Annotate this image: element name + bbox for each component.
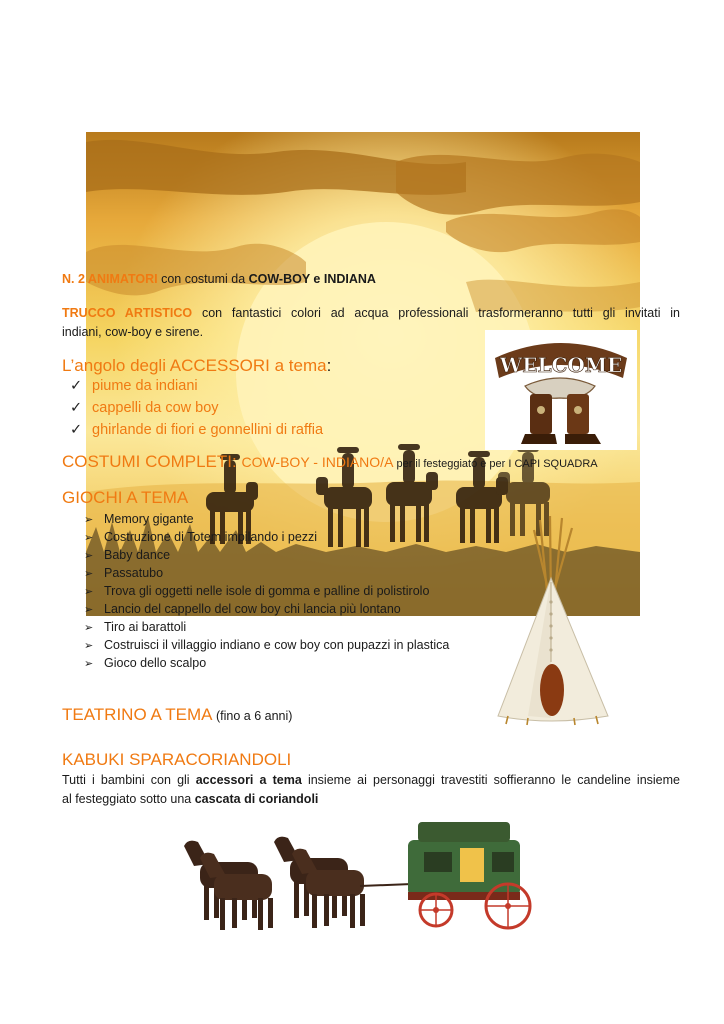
trucco-label: TRUCCO ARTISTICO	[62, 306, 193, 320]
list-item: ➢ Costruzione di Totem impilando i pezzi	[84, 528, 449, 546]
arrow-bullet-icon: ➢	[84, 550, 94, 562]
list-item: ➢ Tiro ai barattoli	[84, 618, 449, 636]
list-item: ➢ Memory gigante	[84, 510, 449, 528]
giochi-list	[84, 510, 449, 672]
costumi-sub: COW-BOY - INDIANO/A	[241, 454, 394, 470]
animatori-text: con costumi da	[157, 272, 249, 286]
arrow-bullet-icon: ➢	[84, 604, 94, 616]
arrow-bullet-icon: ➢	[84, 514, 94, 526]
teatrino-note: (fino a 6 anni)	[212, 709, 293, 723]
list-item: ✓ cappelli da cow boy	[70, 397, 323, 419]
list-item: ➢ Lancio del cappello del cow boy chi lancia più lontano	[84, 600, 449, 618]
list-item: ➢ Gioco dello scalpo	[84, 654, 449, 672]
accessori-list	[70, 375, 323, 441]
costumi-line	[62, 452, 598, 472]
arrow-bullet-icon: ➢	[84, 532, 94, 544]
arrow-bullet-icon: ➢	[84, 658, 94, 670]
teepee-image	[488, 512, 618, 728]
check-icon: ✓	[70, 400, 83, 416]
list-item: ✓ piume da indiani	[70, 375, 323, 397]
check-icon: ✓	[70, 422, 83, 438]
arrow-bullet-icon: ➢	[84, 640, 94, 652]
kabuki-heading: KABUKI SPARACORIANDOLI	[62, 750, 292, 769]
arrow-bullet-icon: ➢	[84, 568, 94, 580]
welcome-text: WELCOME	[499, 353, 623, 377]
accessori-title: L’angolo degli ACCESSORI a tema	[62, 356, 327, 375]
list-item: ➢ Passatubo	[84, 564, 449, 582]
arrow-bullet-icon: ➢	[84, 622, 94, 634]
list-item: ✓ ghirlande di fiori e gonnellini di raffia	[70, 419, 323, 441]
welcome-boots-image	[485, 330, 637, 450]
trucco-line2: indiani, cow-boy e sirene.	[62, 325, 204, 339]
costumi-label: COSTUMI COMPLETI:	[62, 452, 242, 471]
animatori-label: N. 2 ANIMATORI	[62, 272, 158, 286]
trucco-paragraph	[62, 304, 680, 342]
teatrino-heading: TEATRINO A TEMA	[62, 705, 213, 724]
animatori-line	[62, 272, 376, 286]
costumi-text: per il festeggiato e per I CAPI SQUADRA	[393, 458, 598, 470]
animatori-bold: COW-BOY e INDIANA	[248, 272, 376, 286]
arrow-bullet-icon: ➢	[84, 586, 94, 598]
giochi-heading: GIOCHI A TEMA	[62, 488, 189, 507]
list-item: ➢ Costruisci il villaggio indiano e cow boy con pupazzi in plastica	[84, 636, 449, 654]
stagecoach-horses-image	[180, 812, 552, 942]
accessori-heading	[62, 356, 331, 376]
list-item: ➢ Trova gli oggetti nelle isole di gomma e palline di polistirolo	[84, 582, 449, 600]
check-icon: ✓	[70, 378, 83, 394]
list-item: ➢ Baby dance	[84, 546, 449, 564]
teatrino-line	[62, 705, 292, 725]
trucco-line1: con fantastici colori ad acqua professionali trasformeranno tutti gli invitati in	[192, 306, 680, 320]
kabuki-paragraph: Tutti i bambini con gli accessori a tema insieme ai personaggi travestiti soffieranno le candeline insieme al festeggiato sotto una cascata di coriandoli	[62, 773, 680, 806]
accessori-colon: :	[326, 356, 332, 375]
